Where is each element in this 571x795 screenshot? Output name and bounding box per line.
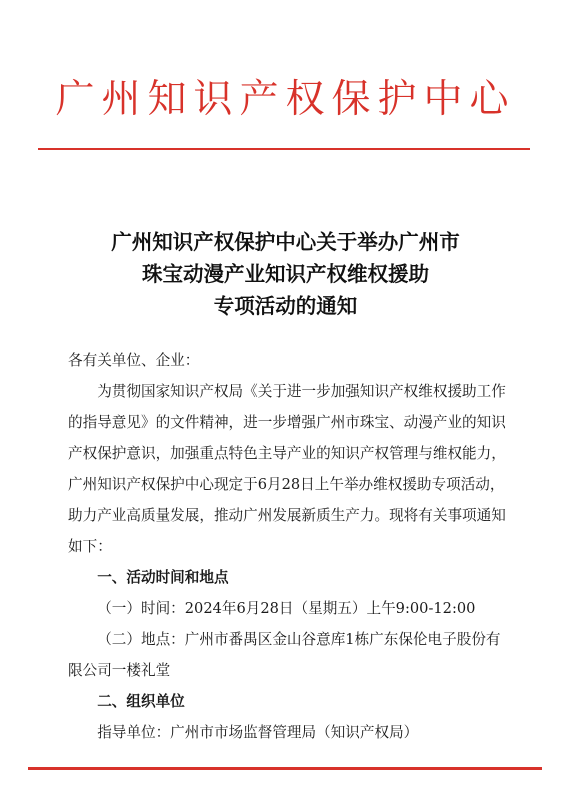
notice-body [68, 345, 508, 748]
event-location: （二）地点：广州市番禺区金山谷意库1栋广东保伦电子股份有限公司一楼礼堂 [68, 631, 501, 679]
footer-rule [28, 767, 542, 770]
event-time: （一）时间：2024年6月28日（星期五）上午9:00-12:00 [97, 600, 476, 617]
guiding-unit: 指导单位：广州市市场监督管理局（知识产权局） [97, 724, 419, 741]
letterhead-rule [38, 148, 530, 150]
intro-paragraph: 为贯彻国家知识产权局《关于进一步加强知识产权维权援助工作的指导意见》的文件精神，进一步增强广州市珠宝、动漫产业的知识产权保护意识，加强重点特色主导产业的知识产权管理与维权能力，广州知识产权保护中心现定于6月28日上午举办维权援助专项活动，助力产业高质量发展，推动广州发展新质生产力。现将有关事项通知如下： [68, 383, 506, 555]
notice-title [0, 226, 571, 322]
section-heading-time-place: 一、活动时间和地点 [97, 569, 229, 586]
salutation: 各有关单位、企业： [68, 352, 200, 369]
notice-title-line: 专项活动的通知 [213, 294, 358, 318]
notice-title-line: 珠宝动漫产业知识产权维权援助 [142, 262, 429, 286]
notice-title-line: 广州知识产权保护中心关于举办广州市 [111, 230, 460, 254]
letterhead-org-name: 广州知识产权保护中心 [55, 77, 516, 122]
section-heading-organizers: 二、组织单位 [97, 693, 185, 710]
